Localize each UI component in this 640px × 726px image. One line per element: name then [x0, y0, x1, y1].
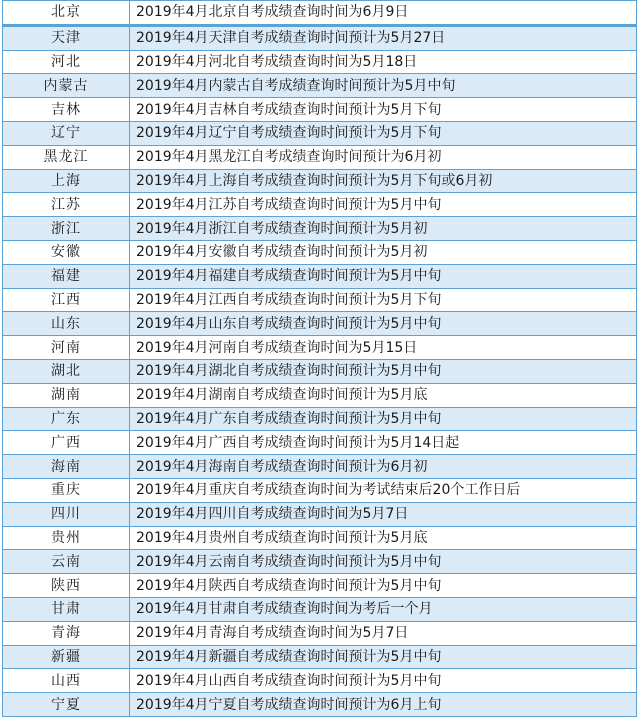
- table-row: [3, 217, 637, 241]
- info-cell: 2019年4月陕西自考成绩查询时间预计为5月中旬: [130, 574, 637, 598]
- table-row: [3, 336, 637, 360]
- table-body: [3, 1, 637, 717]
- info-cell: 2019年4月湖南自考成绩查询时间预计为5月底: [130, 383, 637, 407]
- table-row: [3, 693, 637, 717]
- table-row: [3, 550, 637, 574]
- info-cell: 2019年4月北京自考成绩查询时间为6月9日: [130, 1, 637, 26]
- province-cell: 湖北: [3, 359, 130, 383]
- table-row: [3, 50, 637, 74]
- province-cell: 内蒙古: [3, 74, 130, 98]
- province-cell: 江苏: [3, 193, 130, 217]
- province-cell: 河北: [3, 50, 130, 74]
- table-row: [3, 431, 637, 455]
- info-cell: 2019年4月新疆自考成绩查询时间预计为5月中旬: [130, 645, 637, 669]
- info-cell: 2019年4月四川自考成绩查询时间为5月7日: [130, 502, 637, 526]
- info-cell: 2019年4月上海自考成绩查询时间预计为5月下旬或6月初: [130, 169, 637, 193]
- table-row: [3, 121, 637, 145]
- province-cell: 北京: [3, 1, 130, 26]
- table-row: [3, 597, 637, 621]
- table-row: [3, 193, 637, 217]
- info-cell: 2019年4月黑龙江自考成绩查询时间预计为6月初: [130, 145, 637, 169]
- table-row: [3, 240, 637, 264]
- info-cell: 2019年4月吉林自考成绩查询时间预计为5月下旬: [130, 98, 637, 122]
- info-cell: 2019年4月贵州自考成绩查询时间预计为5月底: [130, 526, 637, 550]
- info-cell: 2019年4月湖北自考成绩查询时间预计为5月中旬: [130, 359, 637, 383]
- info-cell: 2019年4月甘肃自考成绩查询时间为考后一个月: [130, 597, 637, 621]
- table-row: [3, 669, 637, 693]
- table-row: [3, 169, 637, 193]
- province-cell: 重庆: [3, 478, 130, 502]
- exam-results-table: [2, 0, 637, 717]
- province-cell: 山西: [3, 669, 130, 693]
- info-cell: 2019年4月海南自考成绩查询时间预计为6月初: [130, 455, 637, 479]
- info-cell: 2019年4月河南自考成绩查询时间为5月15日: [130, 336, 637, 360]
- table-row: [3, 645, 637, 669]
- info-cell: 2019年4月福建自考成绩查询时间预计为5月中旬: [130, 264, 637, 288]
- province-cell: 黑龙江: [3, 145, 130, 169]
- table-row: [3, 455, 637, 479]
- info-cell: 2019年4月云南自考成绩查询时间预计为5月中旬: [130, 550, 637, 574]
- province-cell: 海南: [3, 455, 130, 479]
- info-cell: 2019年4月天津自考成绩查询时间预计为5月27日: [130, 25, 637, 50]
- table-row: [3, 288, 637, 312]
- table-row: [3, 264, 637, 288]
- province-cell: 浙江: [3, 217, 130, 241]
- province-cell: 湖南: [3, 383, 130, 407]
- table-row: [3, 1, 637, 26]
- info-cell: 2019年4月山东自考成绩查询时间预计为5月中旬: [130, 312, 637, 336]
- province-cell: 辽宁: [3, 121, 130, 145]
- info-cell: 2019年4月重庆自考成绩查询时间为考试结束后20个工作日后: [130, 478, 637, 502]
- info-cell: 2019年4月浙江自考成绩查询时间预计为5月初: [130, 217, 637, 241]
- info-cell: 2019年4月山西自考成绩查询时间预计为5月中旬: [130, 669, 637, 693]
- table-row: [3, 98, 637, 122]
- table-row: [3, 621, 637, 645]
- province-cell: 广东: [3, 407, 130, 431]
- info-cell: 2019年4月江西自考成绩查询时间预计为5月下旬: [130, 288, 637, 312]
- info-cell: 2019年4月广西自考成绩查询时间预计为5月14日起: [130, 431, 637, 455]
- province-cell: 天津: [3, 25, 130, 50]
- province-cell: 云南: [3, 550, 130, 574]
- table-row: [3, 359, 637, 383]
- info-cell: 2019年4月内蒙古自考成绩查询时间预计为5月中旬: [130, 74, 637, 98]
- table-row: [3, 407, 637, 431]
- province-cell: 新疆: [3, 645, 130, 669]
- table-row: [3, 145, 637, 169]
- province-cell: 河南: [3, 336, 130, 360]
- province-cell: 宁夏: [3, 693, 130, 717]
- table-row: [3, 25, 637, 50]
- table-row: [3, 312, 637, 336]
- province-cell: 甘肃: [3, 597, 130, 621]
- table-row: [3, 383, 637, 407]
- province-cell: 青海: [3, 621, 130, 645]
- province-cell: 广西: [3, 431, 130, 455]
- info-cell: 2019年4月河北自考成绩查询时间为5月18日: [130, 50, 637, 74]
- info-cell: 2019年4月广东自考成绩查询时间预计为5月中旬: [130, 407, 637, 431]
- info-cell: 2019年4月辽宁自考成绩查询时间预计为5月下旬: [130, 121, 637, 145]
- table-row: [3, 502, 637, 526]
- table-row: [3, 74, 637, 98]
- province-cell: 福建: [3, 264, 130, 288]
- province-cell: 江西: [3, 288, 130, 312]
- province-cell: 安徽: [3, 240, 130, 264]
- province-cell: 山东: [3, 312, 130, 336]
- info-cell: 2019年4月青海自考成绩查询时间为5月7日: [130, 621, 637, 645]
- table-row: [3, 574, 637, 598]
- province-cell: 上海: [3, 169, 130, 193]
- info-cell: 2019年4月江苏自考成绩查询时间预计为5月中旬: [130, 193, 637, 217]
- table-row: [3, 526, 637, 550]
- province-cell: 贵州: [3, 526, 130, 550]
- province-cell: 吉林: [3, 98, 130, 122]
- province-cell: 陕西: [3, 574, 130, 598]
- info-cell: 2019年4月宁夏自考成绩查询时间预计为6月上旬: [130, 693, 637, 717]
- province-cell: 四川: [3, 502, 130, 526]
- table-row: [3, 478, 637, 502]
- info-cell: 2019年4月安徽自考成绩查询时间预计为5月初: [130, 240, 637, 264]
